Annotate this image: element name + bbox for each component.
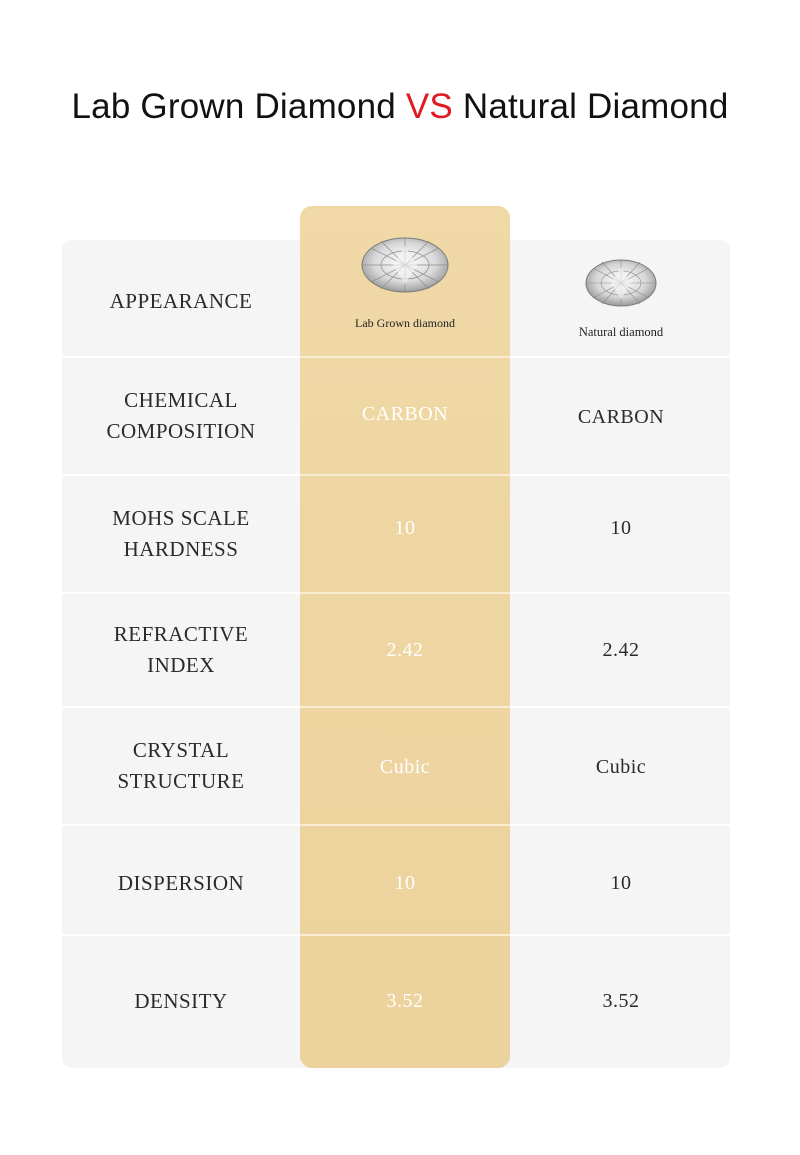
natural-refractive-index: 2.42 bbox=[602, 638, 640, 661]
label-crystal-structure: CRYSTAL STRUCTURE bbox=[117, 738, 245, 793]
natural-mohs-hardness: 10 bbox=[610, 516, 632, 539]
natural-crystal-structure: Cubic bbox=[595, 755, 647, 778]
lab-dispersion: 10 bbox=[394, 871, 416, 894]
oval-diamond-icon bbox=[583, 258, 659, 308]
label-dispersion: DISPERSION bbox=[117, 870, 245, 895]
oval-diamond-icon bbox=[359, 236, 451, 294]
lab-gem-block bbox=[300, 236, 510, 331]
lab-caption: Lab Grown diamond bbox=[355, 316, 455, 330]
lab-crystal-structure: Cubic bbox=[379, 755, 431, 778]
natural-caption: Natural diamond bbox=[578, 325, 664, 339]
natural-density: 3.52 bbox=[602, 989, 640, 1012]
label-density: DENSITY bbox=[134, 988, 228, 1013]
lab-chemical-composition: CARBON bbox=[361, 402, 449, 425]
title-natural: Natural Diamond bbox=[452, 87, 729, 126]
label-mohs-hardness: MOHS SCALE HARDNESS bbox=[112, 506, 250, 561]
label-appearance: APPEARANCE bbox=[109, 288, 253, 313]
title-vs: VS bbox=[405, 87, 453, 126]
label-chemical-composition: CHEMICAL COMPOSITION bbox=[106, 388, 256, 443]
natural-dispersion: 10 bbox=[610, 871, 632, 894]
lab-density: 3.52 bbox=[386, 989, 424, 1012]
page-title bbox=[0, 84, 800, 130]
title-lab: Lab Grown Diamond bbox=[71, 87, 406, 126]
label-refractive-index: REFRACTIVE INDEX bbox=[113, 622, 249, 677]
natural-gem-block bbox=[512, 258, 730, 340]
natural-chemical-composition: CARBON bbox=[577, 405, 665, 428]
lab-refractive-index: 2.42 bbox=[386, 638, 424, 661]
lab-mohs-hardness: 10 bbox=[394, 516, 416, 539]
